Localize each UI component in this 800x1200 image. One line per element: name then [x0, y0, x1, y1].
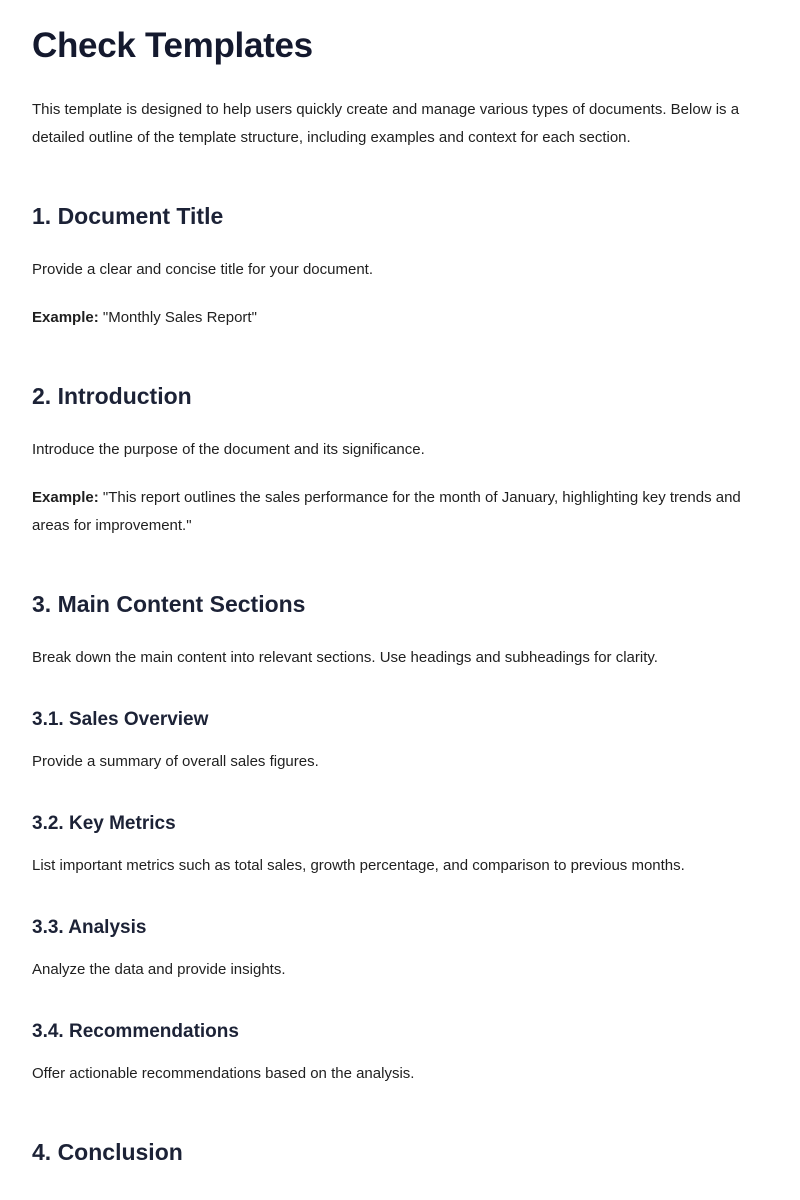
section-heading-conclusion: 4. Conclusion	[32, 1139, 183, 1165]
subsection-heading-sales-overview: 3.1. Sales Overview	[32, 709, 209, 730]
example-label: Example:	[32, 489, 99, 506]
example-introduction	[32, 484, 762, 540]
subsection-text-key-metrics: List important metrics such as total sales, growth percentage, and comparison to previous months.	[32, 857, 685, 874]
subsection-text-analysis: Analyze the data and provide insights.	[32, 961, 286, 978]
section-heading-main-content: 3. Main Content Sections	[32, 591, 306, 617]
subsection-text-sales-overview: Provide a summary of overall sales figures.	[32, 753, 319, 770]
example-text: "Monthly Sales Report"	[98, 309, 257, 326]
page-title: Check Templates	[32, 26, 313, 65]
intro-paragraph: This template is designed to help users quickly create and manage various types of documents. Below is a detailed outline of the template structure, including examples and context for each section.	[32, 101, 740, 146]
example-label: Example:	[32, 309, 99, 326]
section-text-main-content: Break down the main content into relevant sections. Use headings and subheadings for clarity.	[32, 649, 658, 666]
subsection-heading-key-metrics: 3.2. Key Metrics	[32, 813, 176, 834]
section-text-introduction: Introduce the purpose of the document and its significance.	[32, 441, 425, 458]
subsection-text-recommendations: Offer actionable recommendations based on the analysis.	[32, 1065, 415, 1082]
example-document-title	[32, 304, 762, 332]
section-heading-introduction: 2. Introduction	[32, 383, 192, 409]
section-heading-document-title: 1. Document Title	[32, 203, 224, 229]
subsection-heading-analysis: 3.3. Analysis	[32, 917, 147, 938]
section-text-document-title: Provide a clear and concise title for your document.	[32, 261, 374, 278]
example-text: "This report outlines the sales performance for the month of January, highlighting key trends and areas for improvement."	[32, 489, 741, 534]
subsection-heading-recommendations: 3.4. Recommendations	[32, 1021, 239, 1042]
